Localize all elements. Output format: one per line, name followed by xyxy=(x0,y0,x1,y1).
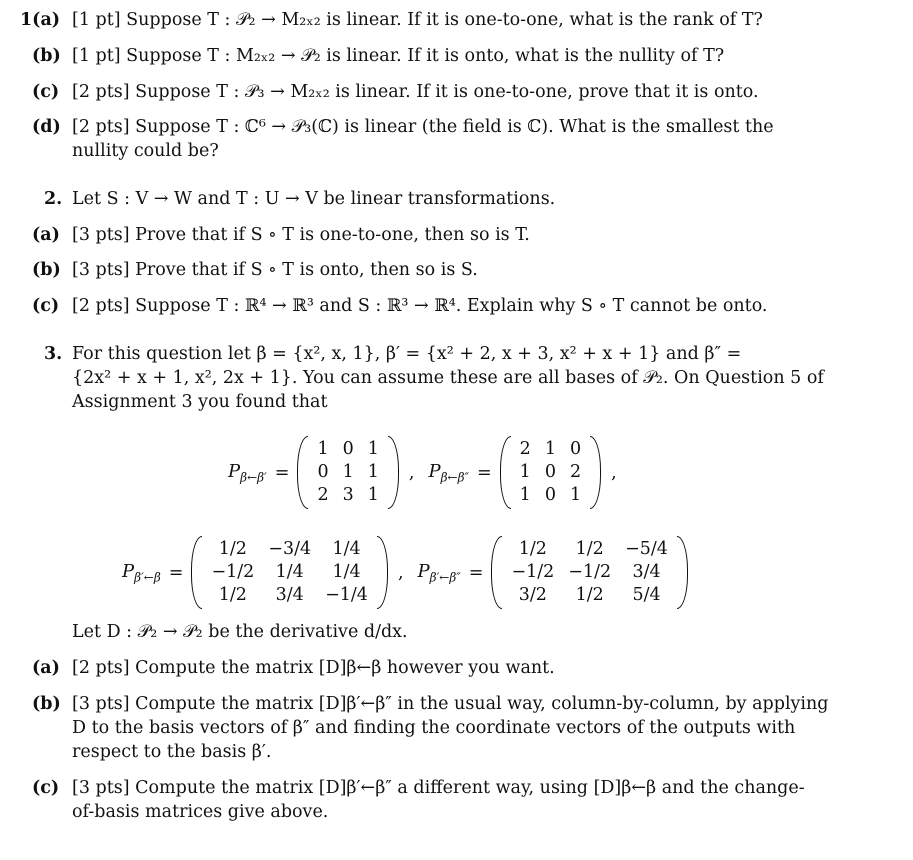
matrix-group xyxy=(418,536,688,609)
matrix-table xyxy=(504,538,674,607)
equals-sign: = xyxy=(477,462,492,483)
matrix-entry: 5/4 xyxy=(632,585,661,605)
right-paren xyxy=(590,436,601,509)
matrix-name: $P_{\beta'\leftarrow\beta''}$ xyxy=(417,560,461,585)
matrix-entry: −3/4 xyxy=(268,539,312,559)
q3-text-line3: Assignment 3 you found that xyxy=(72,392,328,412)
matrix-row xyxy=(204,561,374,584)
matrix-entry: −1/2 xyxy=(568,562,612,582)
matrix-entry: −1/4 xyxy=(325,585,368,605)
matrix-row xyxy=(310,438,385,461)
matrix-group xyxy=(228,436,399,509)
q3a-text: [2 pts] Compute the matrix [D]β←β however you want. xyxy=(72,658,555,678)
matrix-group xyxy=(428,436,601,509)
matrix-entry: 1/2 xyxy=(218,539,247,559)
matrix-row-1 xyxy=(228,436,631,509)
q1b-label: (b) xyxy=(32,46,61,66)
q3-label: 3. xyxy=(44,344,63,364)
equals-sign: = xyxy=(274,462,290,483)
matrix-entry: 1/4 xyxy=(332,539,361,559)
matrix-row xyxy=(504,538,674,561)
q3a-label: (a) xyxy=(32,658,60,678)
comma: , xyxy=(408,462,415,483)
matrix xyxy=(297,436,398,509)
matrix-entry: 1/2 xyxy=(518,539,547,559)
matrix-entry: 3 xyxy=(342,485,354,505)
comma: , xyxy=(611,462,617,483)
matrix-name: $P_{\beta'\leftarrow\beta}$ xyxy=(122,560,161,585)
left-paren xyxy=(500,436,511,509)
matrix-entry: 1 xyxy=(317,439,329,459)
q2b-text: [3 pts] Prove that if S ∘ T is onto, then so is S. xyxy=(72,260,478,280)
matrix-subscript: β′←β xyxy=(134,570,161,585)
matrix-entry: 3/4 xyxy=(632,562,661,582)
matrix-entry: 2 xyxy=(569,462,582,482)
q2-text: Let S : V → W and T : U → V be linear transformations. xyxy=(72,189,556,209)
matrix-entry: 2 xyxy=(519,439,531,459)
matrix-entry: 1 xyxy=(367,462,379,482)
q1d-text-line1: [2 pts] Suppose T : ℂ⁶ → 𝒫₃(ℂ) is linear (the field is ℂ). What is the smallest the xyxy=(72,117,774,137)
matrix-row-2 xyxy=(122,536,688,609)
left-paren xyxy=(191,536,202,609)
q2a-label: (a) xyxy=(32,225,60,245)
left-paren xyxy=(491,536,502,609)
q2-label: 2. xyxy=(44,189,63,209)
matrix-table xyxy=(204,538,374,607)
matrix-entry: 1/2 xyxy=(218,585,247,605)
matrix-entry: 1/4 xyxy=(275,562,304,582)
q3b-label: (b) xyxy=(32,694,61,714)
matrix-entry: 0 xyxy=(569,439,582,459)
q3-text-line2: {2x² + x + 1, x², 2x + 1}. You can assume these are all bases of 𝒫₂. On Question 5 of xyxy=(72,368,824,388)
matrix-entry: −1/2 xyxy=(511,562,555,582)
matrix xyxy=(500,436,601,509)
q3c-text-line1: [3 pts] Compute the matrix [D]β′←β″ a different way, using [D]β←β and the change- xyxy=(72,778,805,798)
matrix-group xyxy=(122,536,388,609)
matrix-name: $P_{\beta\leftarrow\beta''}$ xyxy=(428,460,469,485)
matrix-entry: 1 xyxy=(519,485,531,505)
matrix-row xyxy=(310,461,385,484)
matrix-row xyxy=(504,584,674,607)
comma: , xyxy=(397,562,404,583)
q1d-label: (d) xyxy=(32,117,61,137)
q2c-text: [2 pts] Suppose T : ℝ⁴ → ℝ³ and S : ℝ³ → ℝ⁴. Explain why S ∘ T cannot be onto. xyxy=(72,296,768,316)
matrix-entry: 1 xyxy=(544,439,556,459)
q1c-label: (c) xyxy=(32,82,60,102)
matrix-entry: 1 xyxy=(569,485,582,505)
q1b-text: [1 pt] Suppose T : M₂ₓ₂ → 𝒫₂ is linear. If it is onto, what is the nullity of T? xyxy=(72,46,725,66)
matrix-row xyxy=(204,538,374,561)
q3b-text-line2: D to the basis vectors of β″ and finding the coordinate vectors of the outputs with xyxy=(72,718,796,738)
matrix-subscript: β′←β″ xyxy=(429,570,461,585)
q2b-label: (b) xyxy=(32,260,61,280)
matrix xyxy=(191,536,387,609)
q3b-text-line1: [3 pts] Compute the matrix [D]β′←β″ in the usual way, column-by-column, by applying xyxy=(72,694,829,714)
matrix-entry: 1/4 xyxy=(332,562,361,582)
q3c-text-line2: of-basis matrices give above. xyxy=(72,802,329,822)
q1a-text: [1 pt] Suppose T : 𝒫₂ → M₂ₓ₂ is linear. If it is one-to-one, what is the rank of T? xyxy=(72,10,763,30)
matrix-subscript: β←β″ xyxy=(440,470,469,485)
matrix-entry: 0 xyxy=(544,462,556,482)
matrix-table xyxy=(310,438,385,507)
matrix-table xyxy=(513,438,588,507)
matrix-row xyxy=(513,461,588,484)
matrix-entry: 2 xyxy=(317,485,329,505)
matrix-entry: 1 xyxy=(367,439,379,459)
q3-let-d: Let D : 𝒫₂ → 𝒫₂ be the derivative d/dx. xyxy=(72,622,408,642)
matrix-row xyxy=(513,484,588,507)
matrix-entry: 1 xyxy=(342,462,354,482)
matrix-entry: 3/2 xyxy=(518,585,547,605)
matrix-row xyxy=(513,438,588,461)
matrix-row xyxy=(310,484,385,507)
matrix-entry: −1/2 xyxy=(211,562,255,582)
q3b-text-line3: respect to the basis β′. xyxy=(72,742,272,762)
matrix-subscript: β←β′ xyxy=(240,470,267,485)
q1d-text-line2: nullity could be? xyxy=(72,141,219,161)
matrix-name: $P_{\beta\leftarrow\beta'}$ xyxy=(228,460,267,485)
right-paren xyxy=(388,436,399,509)
matrix-entry: 1/2 xyxy=(575,585,604,605)
q3c-label: (c) xyxy=(32,778,60,798)
matrix-entry: 1/2 xyxy=(575,539,604,559)
matrix-entry: 1 xyxy=(367,485,379,505)
right-paren xyxy=(677,536,688,609)
equals-sign: = xyxy=(168,562,184,583)
right-paren xyxy=(377,536,388,609)
matrix-entry: 0 xyxy=(342,439,354,459)
matrix-entry: 3/4 xyxy=(275,585,304,605)
q3-text-line1: For this question let β = {x², x, 1}, β′ = {x² + 2, x + 3, x² + x + 1} and β″ = xyxy=(72,344,742,364)
matrix-row xyxy=(504,561,674,584)
matrix-entry: 0 xyxy=(544,485,556,505)
q2a-text: [3 pts] Prove that if S ∘ T is one-to-one, then so is T. xyxy=(72,225,530,245)
matrix-entry: −5/4 xyxy=(625,539,668,559)
left-paren xyxy=(297,436,308,509)
matrix xyxy=(491,536,687,609)
matrix-entry: 0 xyxy=(317,462,329,482)
q1a-label: 1(a) xyxy=(20,10,61,30)
q1c-text: [2 pts] Suppose T : 𝒫₃ → M₂ₓ₂ is linear. If it is one-to-one, prove that it is onto. xyxy=(72,82,759,102)
matrix-entry: 1 xyxy=(519,462,531,482)
equals-sign: = xyxy=(468,562,484,583)
q2c-label: (c) xyxy=(32,296,60,316)
matrix-row xyxy=(204,584,374,607)
